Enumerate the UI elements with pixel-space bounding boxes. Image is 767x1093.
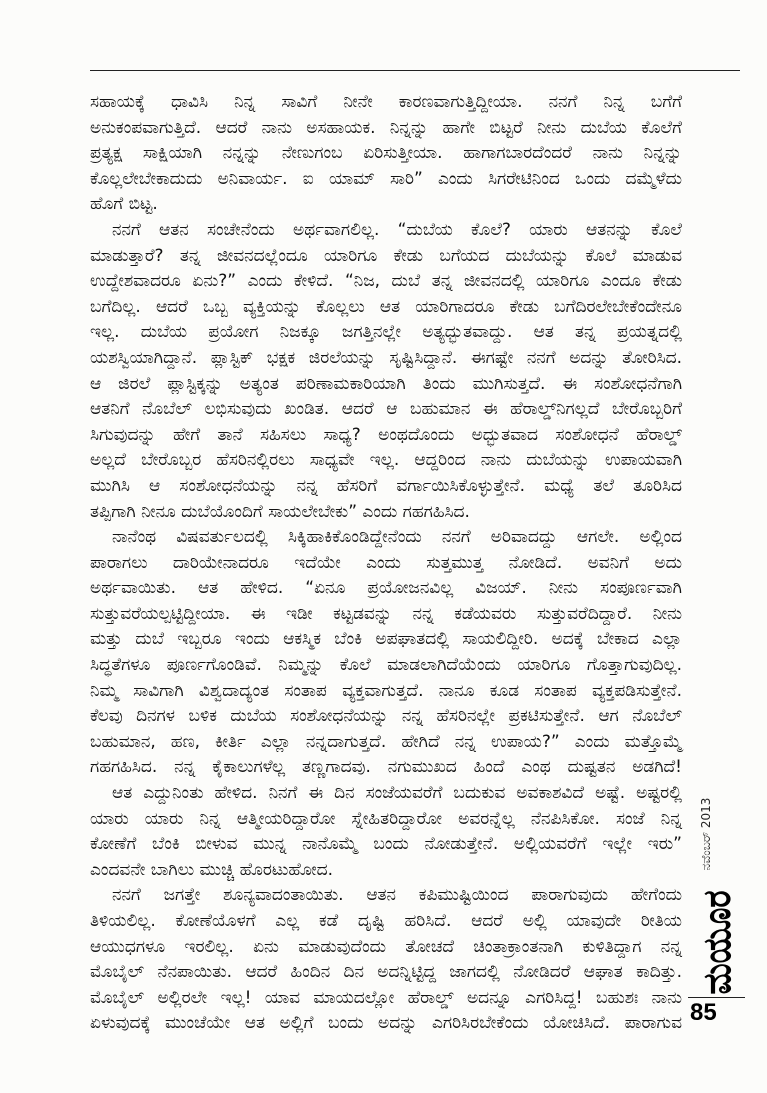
page-number: 85 bbox=[690, 999, 717, 1026]
text-line: ಆತ ಎದ್ದುನಿಂತು ಹೇಳಿದ. ನಿನಗೆ ಈ ದಿನ ಸಂಜೆಯವರೆಗೆ ಬದುಕುವ ಅವಕಾಶವಿದೆ ಅಷ್ಟೆ. ಅಷ್ಟರಲ್ಲಿ bbox=[112, 783, 682, 804]
text-line: ಪ್ರತ್ಯಕ್ಷ ಸಾಕ್ಷಿಯಾಗಿ ನನ್ನನ್ನು ನೇಣುಗಂಬ ಏರಿಸುತ್ತೀಯಾ. ಹಾಗಾಗಬಾರದೆಂದರೆ ನಾನು ನಿನ್ನನ್ನು bbox=[90, 143, 682, 164]
article-body bbox=[90, 90, 682, 1037]
text-line: ಎಂದವನೇ ಬಾಗಿಲು ಮುಚ್ಚಿ ಹೊರಟುಹೋದ. bbox=[90, 859, 333, 880]
paragraph bbox=[90, 883, 682, 1037]
folio-divider bbox=[688, 997, 745, 998]
text-line: ತಪ್ಪಿಗಾಗಿ ನೀನೂ ದುಬೆಯೊಂದಿಗೆ ಸಾಯಲೇಬೇಕು” ಎಂದು ಗಹಗಹಿಸಿದ. bbox=[90, 501, 470, 522]
magazine-logo-text: ಮಯೂರ bbox=[695, 889, 739, 995]
issue-date bbox=[698, 778, 714, 890]
text-line: ಅರ್ಥವಾಯಿತು. ಆತ ಹೇಳಿದ. “ಏನೂ ಪ್ರಯೋಜನವಿಲ್ಲ ವಿಜಯ್. ನೀನು ಸಂಪೂರ್ಣವಾಗಿ bbox=[90, 578, 682, 599]
text-line: ಕೆಲವು ದಿನಗಳ ಬಳಿಕ ದುಬೆಯ ಸಂಶೋಧನೆಯನ್ನು ನನ್ನ ಹೆಸರಿನಲ್ಲೇ ಪ್ರಕಟಿಸುತ್ತೇನೆ. ಆಗ ನೊಬೆಲ್ bbox=[90, 706, 682, 727]
paragraph bbox=[90, 525, 682, 781]
text-line: ಆ ಜಿರಲೆ ಪ್ಲಾಸ್ಟಿಕ್ಕನ್ನು ಅತ್ಯಂತ ಪರಿಣಾಮಕಾರಿಯಾಗಿ ತಿಂದು ಮುಗಿಸುತ್ತದೆ. ಈ ಸಂಶೋಧನೆಗಾಗಿ bbox=[90, 373, 682, 394]
paragraph bbox=[90, 90, 682, 218]
text-line: ಮತ್ತು ದುಬೆ ಇಬ್ಬರೂ ಇಂದು ಆಕಸ್ಮಿಕ ಬೆಂಕಿ ಅಪಘಾತದಲ್ಲಿ ಸಾಯಲಿದ್ದೀರಿ. ಅದಕ್ಕೆ ಬೇಕಾದ ಎಲ್ಲಾ bbox=[90, 629, 682, 650]
text-line: ನಿಮ್ಮ ಸಾವಿಗಾಗಿ ವಿಶ್ವದಾದ್ಯಂತ ಸಂತಾಪ ವ್ಯಕ್ತವಾಗುತ್ತದೆ. ನಾನೂ ಕೂಡ ಸಂತಾಪ ವ್ಯಕ್ತಪಡಿಸುತ್ತೇನೆ. bbox=[90, 680, 682, 701]
text-line: ಪಾರಾಗಲು ದಾರಿಯೇನಾದರೂ ಇದೆಯೇ ಎಂದು ಸುತ್ತಮುತ್ತ ನೋಡಿದೆ. ಅವನಿಗೆ ಅದು bbox=[90, 552, 682, 573]
text-line: ತಿಳಿಯಲಿಲ್ಲ. ಕೋಣೆಯೊಳಗೆ ಎಲ್ಲ ಕಡೆ ದೃಷ್ಟಿ ಹರಿಸಿದೆ. ಆದರೆ ಅಲ್ಲಿ ಯಾವುದೇ ರೀತಿಯ bbox=[90, 911, 682, 931]
text-line: ಯಾರು ಯಾರು ನಿನ್ನ ಆತ್ಮೀಯರಿದ್ದಾರೋ ಸ್ನೇಹಿತರಿದ್ದಾರೋ ಅವರನ್ನೆಲ್ಲ ನೆನಪಿಸಿಕೋ. ಸಂಜೆ ನಿನ್ನ bbox=[90, 808, 682, 829]
text-line: ಸುತ್ತುವರೆಯಲ್ಪಟ್ಟಿದ್ದೀಯಾ. ಈ ಇಡೀ ಕಟ್ಟಡವನ್ನು ನನ್ನ ಕಡೆಯವರು ಸುತ್ತುವರೆದಿದ್ದಾರೆ. ನೀನು bbox=[90, 603, 682, 624]
text-line: ಮಾಡುತ್ತಾರೆ? ತನ್ನ ಜೀವನದಲ್ಲೆಂದೂ ಯಾರಿಗೂ ಕೇಡು ಬಗೆಯದ ದುಬೆಯನ್ನು ಕೊಲೆ ಮಾಡುವ bbox=[90, 245, 682, 266]
text-line: ಬಹುಮಾನ, ಹಣ, ಕೀರ್ತಿ ಎಲ್ಲಾ ನನ್ನದಾಗುತ್ತದೆ. ಹೇಗಿದೆ ನನ್ನ ಉಪಾಯ?” ಎಂದು ಮತ್ತೊಮ್ಮೆ bbox=[90, 731, 682, 752]
paragraph bbox=[90, 781, 682, 883]
text-line: ಆಯುಧಗಳೂ ಇರಲಿಲ್ಲ. ಏನು ಮಾಡುವುದೆಂದು ತೋಚದೆ ಚಿಂತಾಕ್ರಾಂತನಾಗಿ ಕುಳಿತಿದ್ದಾಗ ನನ್ನ bbox=[90, 936, 682, 957]
text-line: ಉದ್ದೇಶವಾದರೂ ಏನು?” ಎಂದು ಕೇಳಿದೆ. “ನಿಜ, ದುಬೆ ತನ್ನ ಜೀವನದಲ್ಲಿ ಯಾರಿಗೂ ಎಂದೂ ಕೇಡು bbox=[90, 271, 682, 292]
text-line: ಯಶಸ್ವಿಯಾಗಿದ್ದಾನೆ. ಪ್ಲಾಸ್ಟಿಕ್ ಭಕ್ಷಕ ಜಿರಲೆಯನ್ನು ಸೃಷ್ಟಿಸಿದ್ದಾನೆ. ಈಗಷ್ಟೇ ನನಗೆ ಅದನ್ನು ತೋರಿಸಿದ. bbox=[90, 347, 682, 368]
text-line: ನನಗೆ ಜಗತ್ತೇ ಶೂನ್ಯವಾದಂತಾಯಿತು. ಆತನ ಕಪಿಮುಷ್ಟಿಯಿಂದ ಪಾರಾಗುವುದು ಹೇಗೆಂದು bbox=[112, 885, 682, 906]
text-line: ಅನುಕಂಪವಾಗುತ್ತಿದೆ. ಆದರೆ ನಾನು ಅಸಹಾಯಕ. ನಿನ್ನನ್ನು ಹಾಗೇ ಬಿಟ್ಟರೆ ನೀನು ದುಬೆಯ ಕೊಲೆಗೆ bbox=[90, 117, 682, 138]
issue-date-text: ನವೆಂಬರ್ 2013 bbox=[699, 797, 713, 871]
text-line: ಮೊಬೈಲ್ ನೆನಪಾಯಿತು. ಆದರೆ ಹಿಂದಿನ ದಿನ ಅದನ್ನಿಟ್ಟಿದ್ದ ಜಾಗದಲ್ಲಿ ನೋಡಿದರೆ ಆಘಾತ ಕಾದಿತ್ತು. bbox=[90, 962, 682, 983]
text-line: ಮುಗಿಸಿ ಆ ಸಂಶೋಧನೆಯನ್ನು ನನ್ನ ಹೆಸರಿಗೆ ವರ್ಗಾಯಿಸಿಕೊಳ್ಳುತ್ತೇನೆ. ಮಧ್ಯೆ ತಲೆ ತೂರಿಸಿದ bbox=[90, 475, 682, 496]
text-line: ಅಲ್ಲದೆ ಬೇರೊಬ್ಬರ ಹೆಸರಿನಲ್ಲಿರಲು ಸಾಧ್ಯವೇ ಇಲ್ಲ. ಆದ್ದರಿಂದ ನಾನು ದುಬೆಯನ್ನು ಉಪಾಯವಾಗಿ bbox=[90, 450, 682, 471]
text-line: ಬಗೆದಿಲ್ಲ. ಆದರೆ ಒಬ್ಬ ವ್ಯಕ್ತಿಯನ್ನು ಕೊಲ್ಲಲು ಆತ ಯಾರಿಗಾದರೂ ಕೇಡು ಬಗೆದಿರಲೇಬೇಕೆಂದೇನೂ bbox=[90, 296, 682, 317]
text-line: ಕೋಣೆಗೆ ಬೆಂಕಿ ಬೀಳುವ ಮುನ್ನ ನಾನೊಮ್ಮೆ ಬಂದು ನೋಡುತ್ತೇನೆ. ಅಲ್ಲಿಯವರೆಗೆ ಇಲ್ಲೇ ಇರು” bbox=[90, 834, 682, 855]
text-line: ಸಿದ್ಧತೆಗಳೂ ಪೂರ್ಣಗೊಂಡಿವೆ. ನಿಮ್ಮನ್ನು ಕೊಲೆ ಮಾಡಲಾಗಿದೆಯೆಂದು ಯಾರಿಗೂ ಗೊತ್ತಾಗುವುದಿಲ್ಲ. bbox=[90, 655, 682, 676]
top-rule bbox=[90, 70, 740, 71]
text-line: ಏಳುವುದಕ್ಕೆ ಮುಂಚೆಯೇ ಆತ ಅಲ್ಲಿಗೆ ಬಂದು ಅದನ್ನು ಎಗರಿಸಿರಬೇಕೆಂದು ಯೋಚಿಸಿದೆ. ಪಾರಾಗುವ bbox=[90, 1013, 682, 1034]
text-line: ಸಿಗುವುದನ್ನು ಹೇಗೆ ತಾನೆ ಸಹಿಸಲು ಸಾಧ್ಯ? ಅಂಥದೊಂದು ಅದ್ಭುತವಾದ ಸಂಶೋಧನೆ ಹೆರಾಲ್ಡ್ bbox=[90, 424, 682, 445]
text-line: ಹೊಗೆ ಬಿಟ್ಟ. bbox=[90, 194, 158, 215]
text-line: ನನಗೆ ಆತನ ಸಂಚೇನೆಂದು ಅರ್ಥವಾಗಲಿಲ್ಲ. “ದುಬೆಯ ಕೊಲೆ? ಯಾರು ಆತನನ್ನು ಕೊಲೆ bbox=[112, 219, 682, 240]
text-line: ನಾನೆಂಥ ವಿಷವರ್ತುಲದಲ್ಲಿ ಸಿಕ್ಕಿಹಾಕಿಕೊಂಡಿದ್ದೇನೆಂದು ನನಗೆ ಅರಿವಾದದ್ದು ಆಗಲೇ. ಅಲ್ಲಿಂದ bbox=[112, 527, 682, 548]
text-line: ಇಲ್ಲ. ದುಬೆಯ ಪ್ರಯೋಗ ನಿಜಕ್ಕೂ ಜಗತ್ತಿನಲ್ಲೇ ಅತ್ಯದ್ಭುತವಾದ್ದು. ಆತ ತನ್ನ ಪ್ರಯತ್ನದಲ್ಲಿ bbox=[90, 322, 682, 343]
magazine-logo bbox=[693, 890, 741, 994]
text-line: ಸಹಾಯಕ್ಕೆ ಧಾವಿಸಿ ನಿನ್ನ ಸಾವಿಗೆ ನೀನೇ ಕಾರಣವಾಗುತ್ತಿದ್ದೀಯಾ. ನನಗೆ ನಿನ್ನ ಬಗೆಗೆ bbox=[90, 92, 682, 112]
text-line: ಆತನಿಗೆ ನೊಬೆಲ್ ಲಭಿಸುವುದು ಖಂಡಿತ. ಆದರೆ ಆ ಬಹುಮಾನ ಈ ಹೆರಾಲ್ಡ್‌ನಿಗಲ್ಲದೆ ಬೇರೊಬ್ಬರಿಗೆ bbox=[90, 399, 682, 420]
text-line: ಕೊಲ್ಲಲೇಬೇಕಾದುದು ಅನಿವಾರ್ಯ. ಐ ಯಾಮ್ ಸಾರಿ” ಎಂದು ಸಿಗರೇಟಿನಿಂದ ಒಂದು ದಮ್ಮೆಳೆದು bbox=[90, 168, 682, 189]
text-line: ಗಹಗಹಿಸಿದ. ನನ್ನ ಕೈಕಾಲುಗಳೆಲ್ಲ ತಣ್ಣಗಾದವು. ನಗುಮುಖದ ಹಿಂದೆ ಎಂಥ ದುಷ್ಟತನ ಅಡಗಿದೆ! bbox=[90, 757, 682, 778]
paragraph bbox=[90, 218, 682, 525]
text-line: ಮೊಬೈಲ್ ಅಲ್ಲಿರಲೇ ಇಲ್ಲ! ಯಾವ ಮಾಯದಲ್ಲೋ ಹೆರಾಲ್ಡ್ ಅದನ್ನೂ ಎಗರಿಸಿದ್ದ! ಬಹುಶಃ ನಾನು bbox=[90, 987, 682, 1008]
